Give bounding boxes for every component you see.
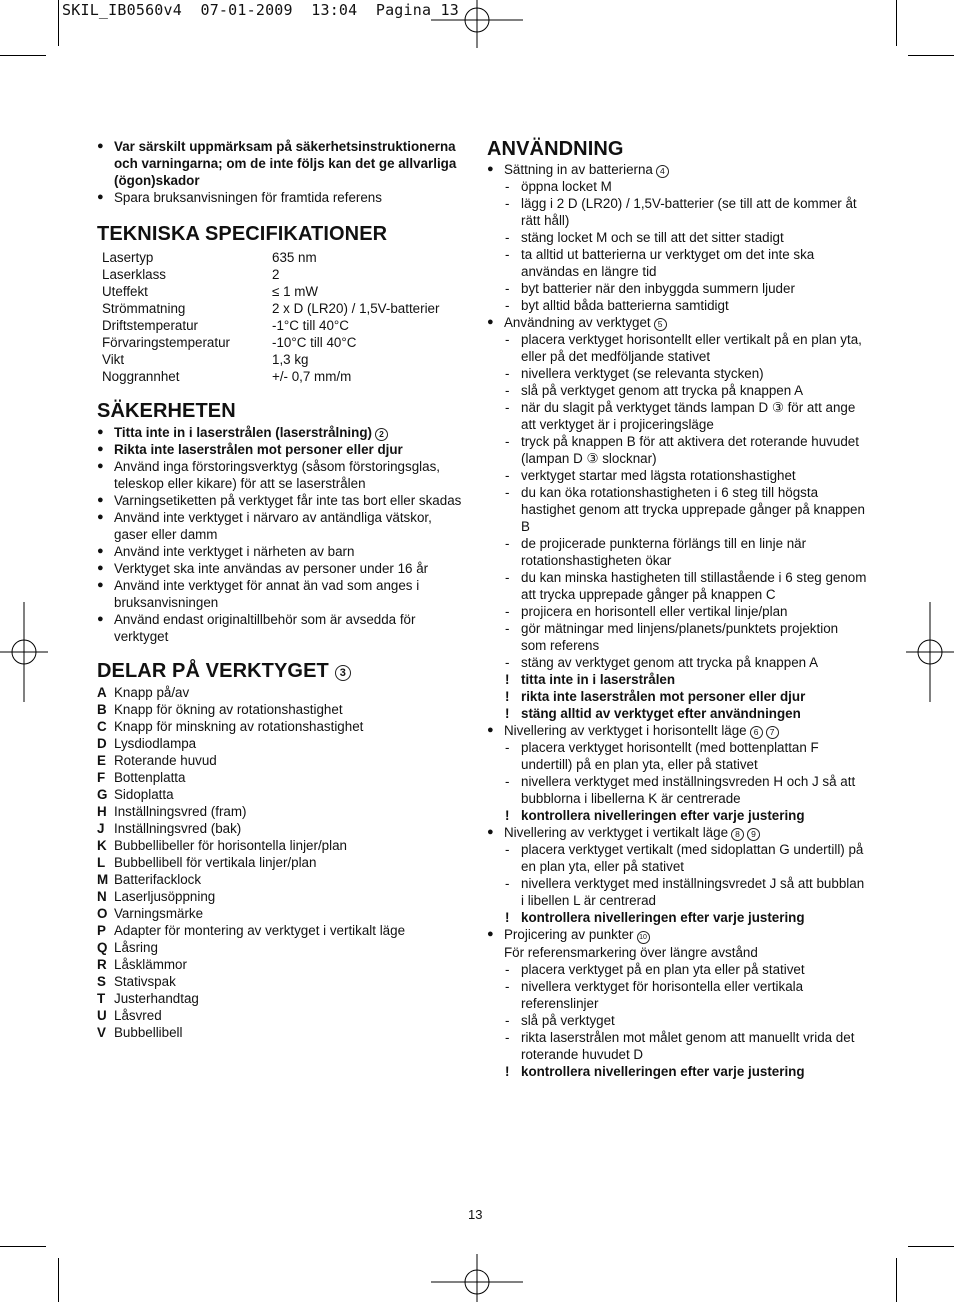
part-item: K Bubbellibeller för horisontella linjer/plan — [97, 838, 347, 853]
part-item: F Bottenplatta — [97, 770, 186, 785]
right-column — [487, 137, 867, 1080]
intro-bullet: ● Var särskilt uppmärksam på säkerhetsinstruktionerna och varningarna; om de inte följs kan det ge allvarliga (ögon)skador — [97, 139, 457, 188]
part-item: N Laserljusöppning — [97, 889, 216, 904]
spec-row: Vikt 1,3 kg — [102, 352, 309, 367]
step-item: - nivellera verktyget (se relevanta stycken) — [505, 366, 764, 381]
safety-item: ● Använd inte verktyget för annat än vad som anges i bruksanvisningen — [97, 578, 420, 610]
step-item: - när du slagit på verktyget tänds lampan D ③ för att ange att verktyget är i projiceringsläge — [505, 400, 856, 432]
warning-item: ! kontrollera nivelleringen efter varje justering — [505, 910, 805, 925]
spec-row: Laserklass 2 — [102, 267, 280, 282]
step-item: - du kan minska hastigheten till stillastående i 6 steg genom att trycka upprepade gånger på knappen C — [505, 570, 867, 602]
warning-item: ! kontrollera nivelleringen efter varje justering — [505, 808, 805, 823]
part-item: C Knapp för minskning av rotationshastighet — [97, 719, 364, 734]
figure-ref-3: 3 — [335, 665, 351, 681]
figure-ref: 6 — [750, 726, 763, 739]
crop-mark — [908, 55, 954, 56]
step-item: - gör mätningar med linjens/planets/punktets projektion som referens — [505, 621, 839, 653]
figure-ref: 5 — [654, 318, 667, 331]
step-item: - placera verktyget vertikalt (med sidoplattan G undertill) på en plan yta, eller på stativet — [505, 842, 864, 874]
part-item: L Bubbellibell för vertikala linjer/plan — [97, 855, 317, 870]
crop-mark — [58, 0, 59, 46]
part-item: S Stativspak — [97, 974, 176, 989]
safety-item: ● Varningsetiketten på verktyget får inte tas bort eller skadas — [97, 493, 462, 508]
spec-row: Strömmatning 2 x D (LR20) / 1,5V-batterier — [102, 301, 440, 316]
page-number: 13 — [468, 1207, 483, 1222]
part-item: P Adapter för montering av verktyget i vertikalt läge — [97, 923, 406, 938]
part-item: M Batterifacklock — [97, 872, 202, 887]
part-item: J Inställningsvred (bak) — [97, 821, 242, 836]
figure-ref: 4 — [656, 165, 669, 178]
part-item: T Justerhandtag — [97, 991, 199, 1006]
warning-item: ! rikta inte laserstrålen mot personer eller djur — [505, 689, 806, 704]
part-item: B Knapp för ökning av rotationshastighet — [97, 702, 343, 717]
step-item: - öppna locket M — [505, 179, 612, 194]
part-item: E Roterande huvud — [97, 753, 217, 768]
spec-row: Uteffekt ≤ 1 mW — [102, 284, 319, 299]
bullet-icon: ● — [487, 928, 494, 940]
part-item: A Knapp på/av — [97, 685, 190, 700]
safety-item: ● Använd inte verktyget i närheten av barn — [97, 544, 355, 559]
registration-mark — [427, 1254, 527, 1302]
usage-subtext: För referensmarkering över längre avstånd — [504, 945, 758, 960]
figure-ref: 8 — [731, 828, 744, 841]
left-column — [97, 138, 467, 1041]
spec-row: Förvaringstemperatur -10°C till 40°C — [102, 335, 357, 350]
part-item: D Lysdiodlampa — [97, 736, 197, 751]
step-item: - stäng locket M och se till att det sitter stadigt — [505, 230, 784, 245]
specs-heading: TEKNISKA SPECIFIKATIONER — [97, 223, 388, 245]
part-item: O Varningsmärke — [97, 906, 204, 921]
usage-list — [487, 161, 867, 1080]
step-item: - stäng av verktyget genom att trycka på knappen A — [505, 655, 818, 670]
parts-heading: DELAR PÅ VERKTYGET 3 — [97, 659, 467, 683]
registration-mark — [427, 0, 527, 50]
safety-item: ● Titta inte in i laserstrålen (laserstrålning) 2 — [97, 424, 467, 441]
intro-bullets — [97, 138, 467, 206]
safety-item: ● Rikta inte laserstrålen mot personer eller djur — [97, 442, 403, 457]
step-item: - nivellera verktyget med inställningsvredet J så att bubblan i libellen L är centrerad — [505, 876, 865, 908]
warning-item: ! stäng alltid av verktyget efter användningen — [505, 706, 801, 721]
safety-item: ● Använd inte verktyget i närvaro av antändliga vätskor, gaser eller damm — [97, 510, 432, 542]
crop-mark — [908, 1246, 954, 1247]
spec-row: Noggrannhet +/- 0,7 mm/m — [102, 369, 352, 384]
part-item: H Inställningsvred (fram) — [97, 804, 247, 819]
safety-item: ● Verktyget ska inte användas av personer under 16 år — [97, 561, 429, 576]
warning-item: ! kontrollera nivelleringen efter varje justering — [505, 1064, 805, 1079]
part-item: V Bubbellibell — [97, 1025, 183, 1040]
step-item: - placera verktyget på en plan yta eller på stativet — [505, 962, 805, 977]
warning-item: ! titta inte in i laserstrålen — [505, 672, 676, 687]
usage-section: ● Nivellering av verktyget i horisontellt läge 6 7 — [487, 722, 867, 739]
step-item: - placera verktyget horisontellt (med bottenplattan F undertill) på en plan yta, eller på stativet — [505, 740, 819, 772]
step-item: - placera verktyget horisontellt eller vertikalt på en plan yta, eller på det medföljande stativet — [505, 332, 862, 364]
step-item: - projicera en horisontell eller vertikal linje/plan — [505, 604, 788, 619]
part-item: R Låsklämmor — [97, 957, 187, 972]
figure-ref: 10 — [637, 931, 650, 944]
step-item: - byt batterier när den inbyggda summern ljuder — [505, 281, 795, 296]
crop-mark — [896, 1258, 897, 1302]
crop-mark — [58, 1258, 59, 1302]
part-item: U Låsvred — [97, 1008, 162, 1023]
step-item: - de projicerade punkterna förlängs till en linje när rotationshastigheten ökar — [505, 536, 807, 568]
step-item: - nivellera verktyget med inställningsvreden H och J så att bubblorna i libellerna K är centrerade — [505, 774, 856, 806]
step-item: - verktyget startar med lägsta rotationshastighet — [505, 468, 796, 483]
safety-heading: SÄKERHETEN — [97, 400, 236, 422]
spec-row: Driftstemperatur -1°C till 40°C — [102, 318, 349, 333]
usage-section: ● Sättning in av batterierna 4 — [487, 161, 867, 178]
part-item: Q Låsring — [97, 940, 158, 955]
crop-mark — [0, 1246, 46, 1247]
step-item: - slå på verktyget — [505, 1013, 615, 1028]
usage-section: ● Nivellering av verktyget i vertikalt läge 8 9 — [487, 824, 867, 841]
bullet-icon: ● — [487, 163, 494, 175]
step-item: - du kan öka rotationshastigheten i 6 steg till högsta hastighet genom att trycka upprepade gånger på knappen B — [505, 485, 865, 534]
bullet-icon: ● — [487, 724, 494, 736]
figure-ref: 9 — [747, 828, 760, 841]
step-item: - slå på verktyget genom att trycka på knappen A — [505, 383, 804, 398]
safety-list — [97, 424, 467, 645]
step-item: - rikta laserstrålen mot målet genom att manuellt vrida det roterande huvudet D — [505, 1030, 855, 1062]
safety-item: ● Använd inga förstoringsverktyg (såsom förstoringsglas, teleskop eller kikare) för att se laserstrålen — [97, 459, 440, 491]
registration-mark — [0, 602, 48, 702]
figure-ref: 7 — [766, 726, 779, 739]
safety-item: ● Använd endast originaltillbehör som är avsedda för verktyget — [97, 612, 416, 644]
specs-table — [97, 249, 467, 385]
step-item: - ta alltid ut batterierna ur verktyget om det inte ska användas en längre tid — [505, 247, 815, 279]
spec-row: Lasertyp 635 nm — [102, 250, 317, 265]
step-item: - tryck på knappen B för att aktivera det roterande huvudet (lampan D ③ slocknar) — [505, 434, 859, 466]
print-header: SKIL_IB0560v4 07-01-2009 13:04 Pagina 13 — [62, 1, 459, 19]
bullet-icon: ● — [487, 826, 494, 838]
usage-section: ● Användning av verktyget 5 — [487, 314, 867, 331]
usage-heading: ANVÄNDNING — [487, 138, 624, 160]
crop-mark — [0, 55, 46, 56]
parts-list — [97, 684, 467, 1041]
registration-mark — [906, 602, 954, 702]
figure-ref-2: 2 — [375, 428, 388, 441]
bullet-icon: ● — [487, 316, 494, 328]
step-item: - nivellera verktyget för horisontella eller vertikala referenslinjer — [505, 979, 804, 1011]
usage-section: ● Projicering av punkter 10 — [487, 926, 867, 944]
intro-bullet: ● Spara bruksanvisningen för framtida referens — [97, 190, 382, 205]
part-item: G Sidoplatta — [97, 787, 174, 802]
step-item: - byt alltid båda batterierna samtidigt — [505, 298, 729, 313]
crop-mark — [896, 0, 897, 46]
step-item: - lägg i 2 D (LR20) / 1,5V-batterier (se till att de kommer åt rätt håll) — [505, 196, 857, 228]
